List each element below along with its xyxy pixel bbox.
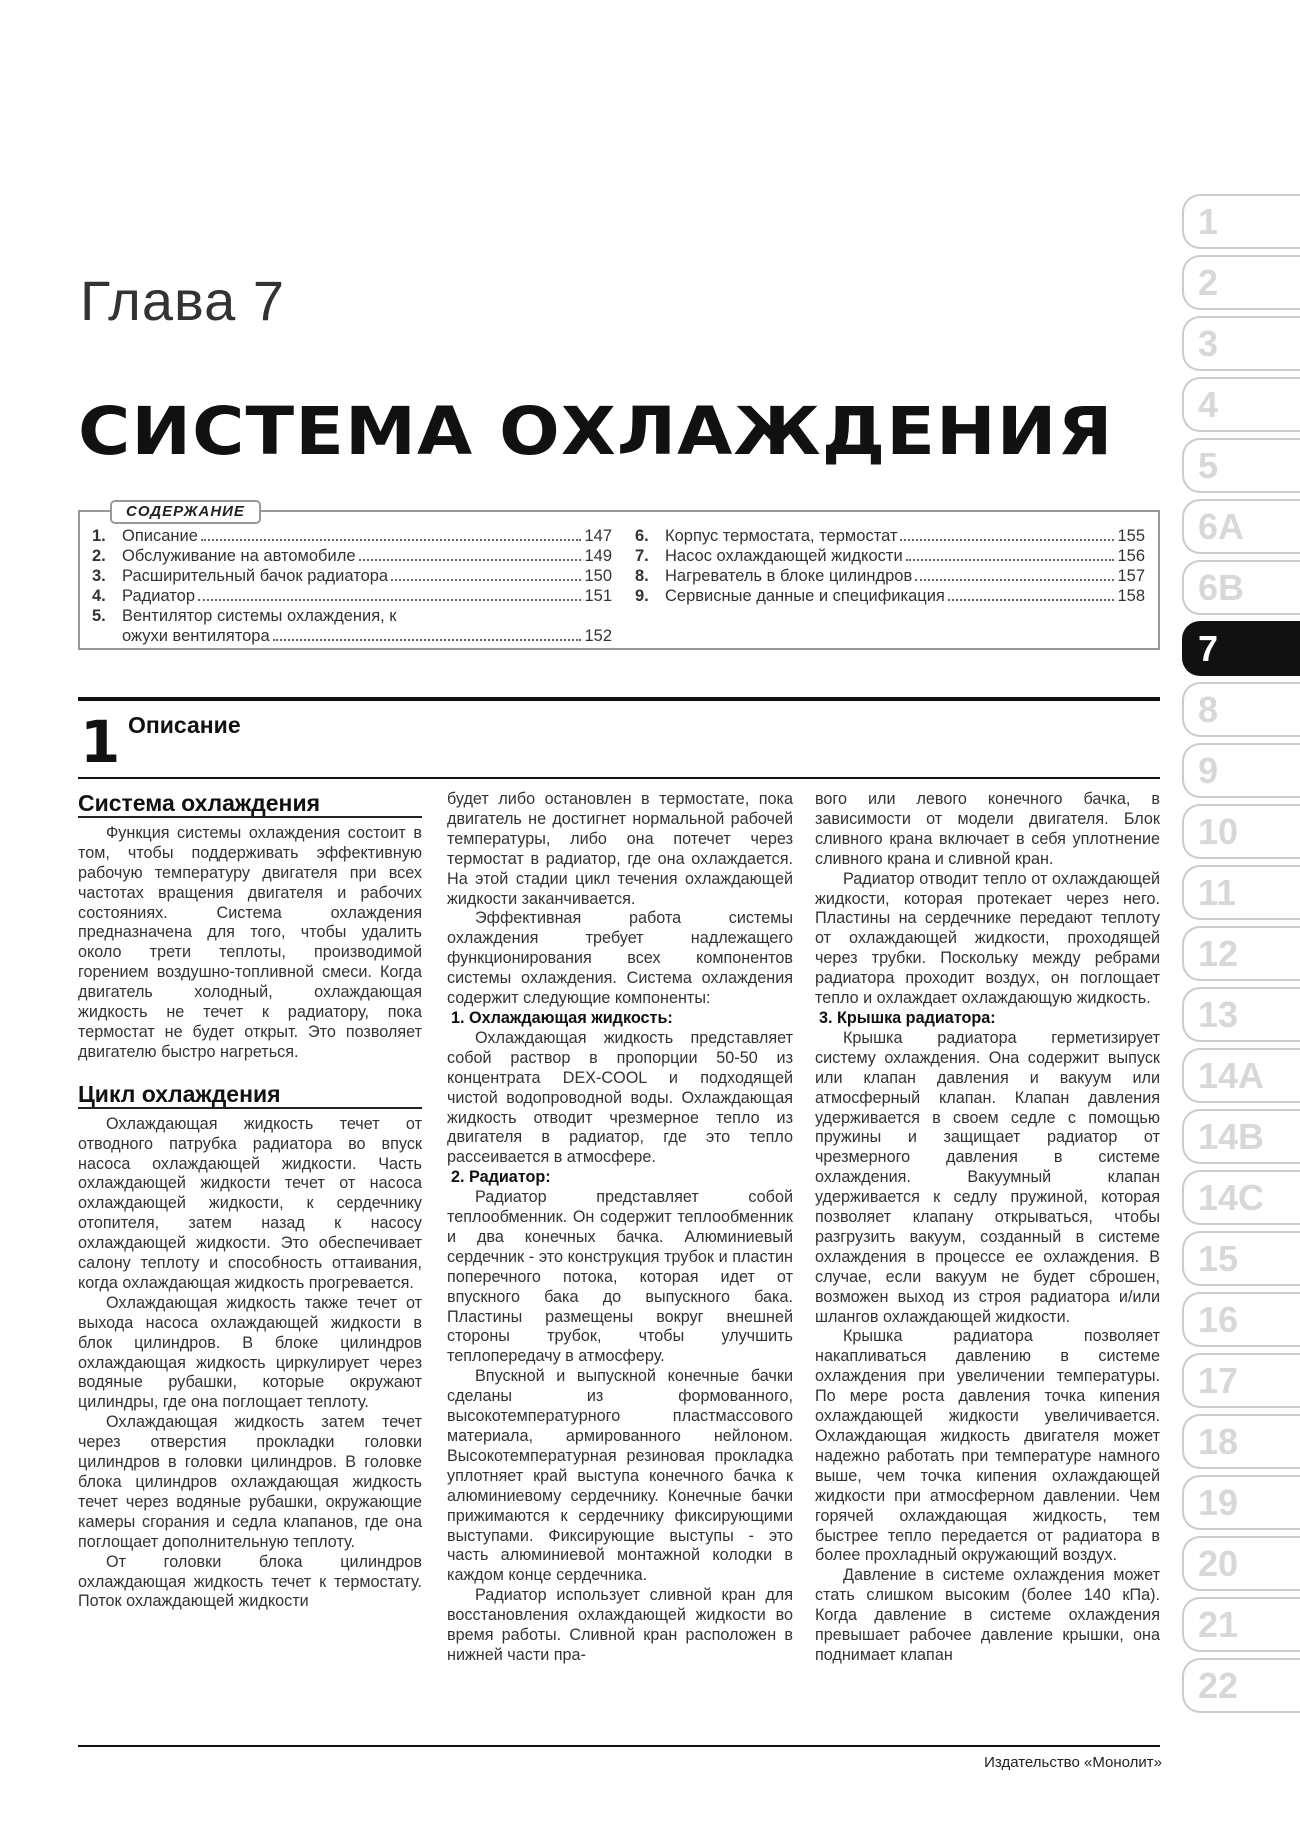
toc-item-number: 4.: [92, 587, 106, 605]
toc-item-label: ожухи вентилятора: [122, 627, 270, 645]
toc-item[interactable]: [92, 606, 612, 646]
toc-item-number: 3.: [92, 567, 106, 585]
toc-item-number: 1.: [92, 527, 106, 545]
toc-item-number: 2.: [92, 547, 106, 565]
chapter-tab[interactable]: 14C: [1182, 1170, 1300, 1225]
paragraph: вого или левого конечного бачка, в зависимости от модели двигателя. Блок сливного крана включает в себя уплотнение сливного крана и сливной кран.: [815, 790, 1160, 868]
toc-item-page: 156: [1117, 547, 1145, 565]
toc-item-label: Сервисные данные и спецификация: [665, 587, 945, 605]
table-of-contents: [78, 503, 1160, 650]
page-title: СИСТЕМА ОХЛАЖДЕНИЯ: [78, 393, 1114, 470]
chapter-tab[interactable]: 14B: [1182, 1109, 1300, 1164]
chapter-tab[interactable]: 1: [1182, 194, 1300, 249]
section-rule-bottom: [78, 777, 1160, 779]
chapter-tab[interactable]: 11: [1182, 865, 1300, 920]
publisher-footer: Издательство «Монолит»: [984, 1754, 1162, 1771]
chapter-tab[interactable]: 18: [1182, 1414, 1300, 1469]
chapter-tab[interactable]: 14A: [1182, 1048, 1300, 1103]
toc-item-label: Радиатор: [122, 587, 196, 605]
chapter-tab[interactable]: 3: [1182, 316, 1300, 371]
toc-item-page: 152: [584, 627, 612, 645]
toc-item-page: 158: [1117, 587, 1145, 605]
toc-item-label: Расширительный бачок радиатора: [122, 567, 389, 585]
paragraph: Охлаждающая жидкость затем течет через отверстия прокладки головки цилиндров в головки цилиндров. В головке блока цилиндров охлаждающая жидкость течет через водяные рубашки, окружающие камеры сгорания и седла клапанов, где она поглощает дополнительную теплоту.: [78, 1413, 422, 1551]
toc-item-page: 149: [584, 547, 612, 565]
toc-label: СОДЕРЖАНИЕ: [110, 500, 261, 524]
paragraph: Функция системы охлаждения состоит в том, чтобы поддерживать эффективную рабочую температуру двигателя при всех частотах вращения двигателя и рабочих состояниях. Система охлаждения предназначена для того, чтобы удалить около трети теплоты, производимой горением воздушно-топливной смеси. Когда двигатель холодный, охлаждающая жидкость не течет к радиатору, пока термостат не будет открыт. Это позволяет двигателю быстро нагреться.: [78, 823, 422, 1061]
chapter-tab[interactable]: 4: [1182, 377, 1300, 432]
toc-column-left: [92, 526, 612, 646]
toc-item-page: 151: [584, 587, 612, 605]
toc-item-page: 157: [1117, 567, 1145, 585]
subheading-cooling-cycle: Цикл охлаждения: [78, 1085, 422, 1109]
paragraph: Впускной и выпускной конечные бачки сделаны из формованного, высокотемпературного пластмассового материала, армированного нейлоном. Высокотемпературная резиновая прокладка уплотняет край выступа конечного бачка к алюминиевому сердечнику. Конечные бачки прижимаются к сердечнику фиксирующими выступами. Фиксирующие выступы - это часть алюминиевой монтажной колодки в каждом конце сердечника.: [447, 1367, 793, 1585]
toc-item-number: 8.: [635, 567, 649, 585]
toc-item-page: 147: [584, 527, 612, 545]
chapter-tab[interactable]: 5: [1182, 438, 1300, 493]
component-heading: 3. Крышка радиатора:: [819, 1008, 996, 1027]
section-rule-top: [78, 697, 1160, 701]
toc-item[interactable]: [92, 566, 612, 586]
toc-item[interactable]: [92, 546, 612, 566]
toc-item-number: 9.: [635, 587, 649, 605]
chapter-tab[interactable]: 19: [1182, 1475, 1300, 1530]
chapter-tab[interactable]: 6B: [1182, 560, 1300, 615]
paragraph: Охлаждающая жидкость представляет собой раствор в пропорции 50-50 из концентрата DEX-COOL и подходящей чистой водопроводной воды. Охлаждающая жидкость отводит чрезмерное тепло из двигателя в радиатор, где это тепло рассеивается в атмосфере.: [447, 1028, 793, 1167]
toc-item-label-line1: Вентилятор системы охлаждения, к: [122, 607, 397, 625]
chapter-tab[interactable]: 17: [1182, 1353, 1300, 1408]
paragraph: Радиатор использует сливной кран для восстановления охлаждающей жидкости во время работы. Сливной кран расположен в нижней части пра-: [447, 1586, 793, 1664]
paragraph: От головки блока цилиндров охлаждающая жидкость течет к термостату. Поток охлаждающей жидкости: [78, 1552, 422, 1611]
paragraph: Охлаждающая жидкость также течет от выхода насоса охлаждающей жидкости в блок цилиндров. В блоке цилиндров охлаждающая жидкость циркулирует через водяные рубашки, которые окружают цилиндры, где она поглощает теплоту.: [78, 1293, 422, 1412]
component-heading: 2. Радиатор:: [451, 1168, 551, 1187]
toc-item[interactable]: [92, 586, 612, 606]
paragraph: Крышка радиатора позволяет накапливаться давлению в системе охлаждения при увеличении температуры. По мере роста давления точка кипения охлаждающей жидкости увеличивается. Охлаждающая жидкость двигателя может надежно работать при температуре намного выше, чем точка кипения охлаждающей жидкости при атмосферном давлении. Чем горячей охлаждающая жидкость, тем быстрее тепло передается от радиатора в более прохладный окружающий воздух.: [815, 1327, 1160, 1565]
toc-item[interactable]: [92, 526, 612, 546]
toc-item-number: 6.: [635, 527, 649, 545]
subheading-cooling-system: Система охлаждения: [78, 794, 422, 818]
paragraph: Радиатор представляет собой теплообменник. Он содержит теплообменник и два конечных бачка. Алюминиевый сердечник - это конструкция трубок и пластин поперечного потока, которая идет от впускного бака до выпускного бака. Пластины размещены вокруг внешней стороны трубок, чтобы улучшить теплопередачу в атмосферу.: [447, 1188, 793, 1366]
chapter-tab[interactable]: 6A: [1182, 499, 1300, 554]
chapter-tab[interactable]: 8: [1182, 682, 1300, 737]
section-title: Описание: [128, 712, 241, 738]
toc-item[interactable]: [635, 566, 1145, 586]
toc-item-page: 155: [1117, 527, 1145, 545]
paragraph: Радиатор отводит тепло от охлаждающей жидкости, которая протекает через него. Пластины на сердечнике передают теплоту от охлаждающей жидкости, проходящей через трубки. Поскольку между ребрами радиатора проходит воздух, он поглощает тепло и охлаждает охлаждающую жидкость.: [815, 869, 1160, 1008]
toc-item-label: Насос охлаждающей жидкости: [665, 547, 903, 565]
chapter-tab[interactable]: 2: [1182, 255, 1300, 310]
toc-item-label: Описание: [122, 527, 198, 545]
chapter-tab[interactable]: 16: [1182, 1292, 1300, 1347]
chapter-tab[interactable]: 13: [1182, 987, 1300, 1042]
chapter-tab[interactable]: 12: [1182, 926, 1300, 981]
toc-item-page: 150: [584, 567, 612, 585]
footer-rule: [78, 1745, 1160, 1747]
chapter-tab[interactable]: 10: [1182, 804, 1300, 859]
text-column-2: [447, 790, 793, 1666]
chapter-tab[interactable]: 15: [1182, 1231, 1300, 1286]
chapter-tab[interactable]: 9: [1182, 743, 1300, 798]
chapter-tabs: [1182, 194, 1300, 1719]
toc-item-number: 5.: [92, 607, 106, 625]
text-column-3: [815, 790, 1160, 1666]
toc-item-label: Обслуживание на автомобиле: [122, 547, 356, 565]
paragraph: будет либо остановлен в термостате, пока двигатель не достигнет нормальной рабочей температуры, либо она потечет через термостат в радиатор, где она охлаждается. На этой стадии цикл течения охлаждающей жидкости заканчивается.: [447, 790, 793, 908]
toc-item[interactable]: [635, 526, 1145, 546]
section-number: 1: [80, 708, 121, 776]
chapter-tab[interactable]: 22: [1182, 1658, 1300, 1713]
toc-item-label: Корпус термостата, термостат: [665, 527, 898, 545]
paragraph: Охлаждающая жидкость течет от отводного патрубка радиатора во впуск насоса охлаждающей жидкости. Часть охлаждающей жидкости течет от насоса охлаждающей жидкости, к сердечнику отопителя, затем назад к насосу охлаждающей жидкости. Это обеспечивает салону теплоту и способность оттаивания, когда охлаждающая жидкость прогревается.: [78, 1114, 422, 1292]
paragraph: Эффективная работа системы охлаждения требует надлежащего функционирования всех компонентов системы охлаждения. Система охлаждения содержит следующие компоненты:: [447, 909, 793, 1008]
toc-item-number: 7.: [635, 547, 649, 565]
chapter-tab-active[interactable]: 7: [1182, 621, 1300, 676]
paragraph: Давление в системе охлаждения может стать слишком высоким (более 140 кПа). Когда давление в системе охлаждения превышает рабочее давление крышки, она поднимает клапан: [815, 1566, 1160, 1664]
toc-item[interactable]: [635, 586, 1145, 606]
toc-item[interactable]: [635, 546, 1145, 566]
chapter-tab[interactable]: 20: [1182, 1536, 1300, 1591]
component-heading: 1. Охлаждающая жидкость:: [451, 1008, 673, 1027]
chapter-label: Глава 7: [80, 269, 285, 332]
text-column-1: [78, 790, 422, 1612]
toc-column-right: [635, 526, 1145, 606]
chapter-tab[interactable]: 21: [1182, 1597, 1300, 1652]
toc-item-label: Нагреватель в блоке цилиндров: [665, 567, 913, 585]
paragraph: Крышка радиатора герметизирует систему охлаждения. Она содержит выпуск или клапан давления и вакуум или атмосферный клапан. Клапан давления удерживается в своем седле с помощью пружины и защищает радиатор от чрезмерного давления в системе охлаждения. Вакуумный клапан удерживается к седлу пружиной, которая позволяет клапану открываться, чтобы разгрузить вакуум, созданный в системе охлаждения в процессе ее охлаждения. В случае, если вакуум не будет сброшен, возможен выход из строя радиатора и/или шлангов охлаждающей жидкости.: [815, 1028, 1160, 1326]
